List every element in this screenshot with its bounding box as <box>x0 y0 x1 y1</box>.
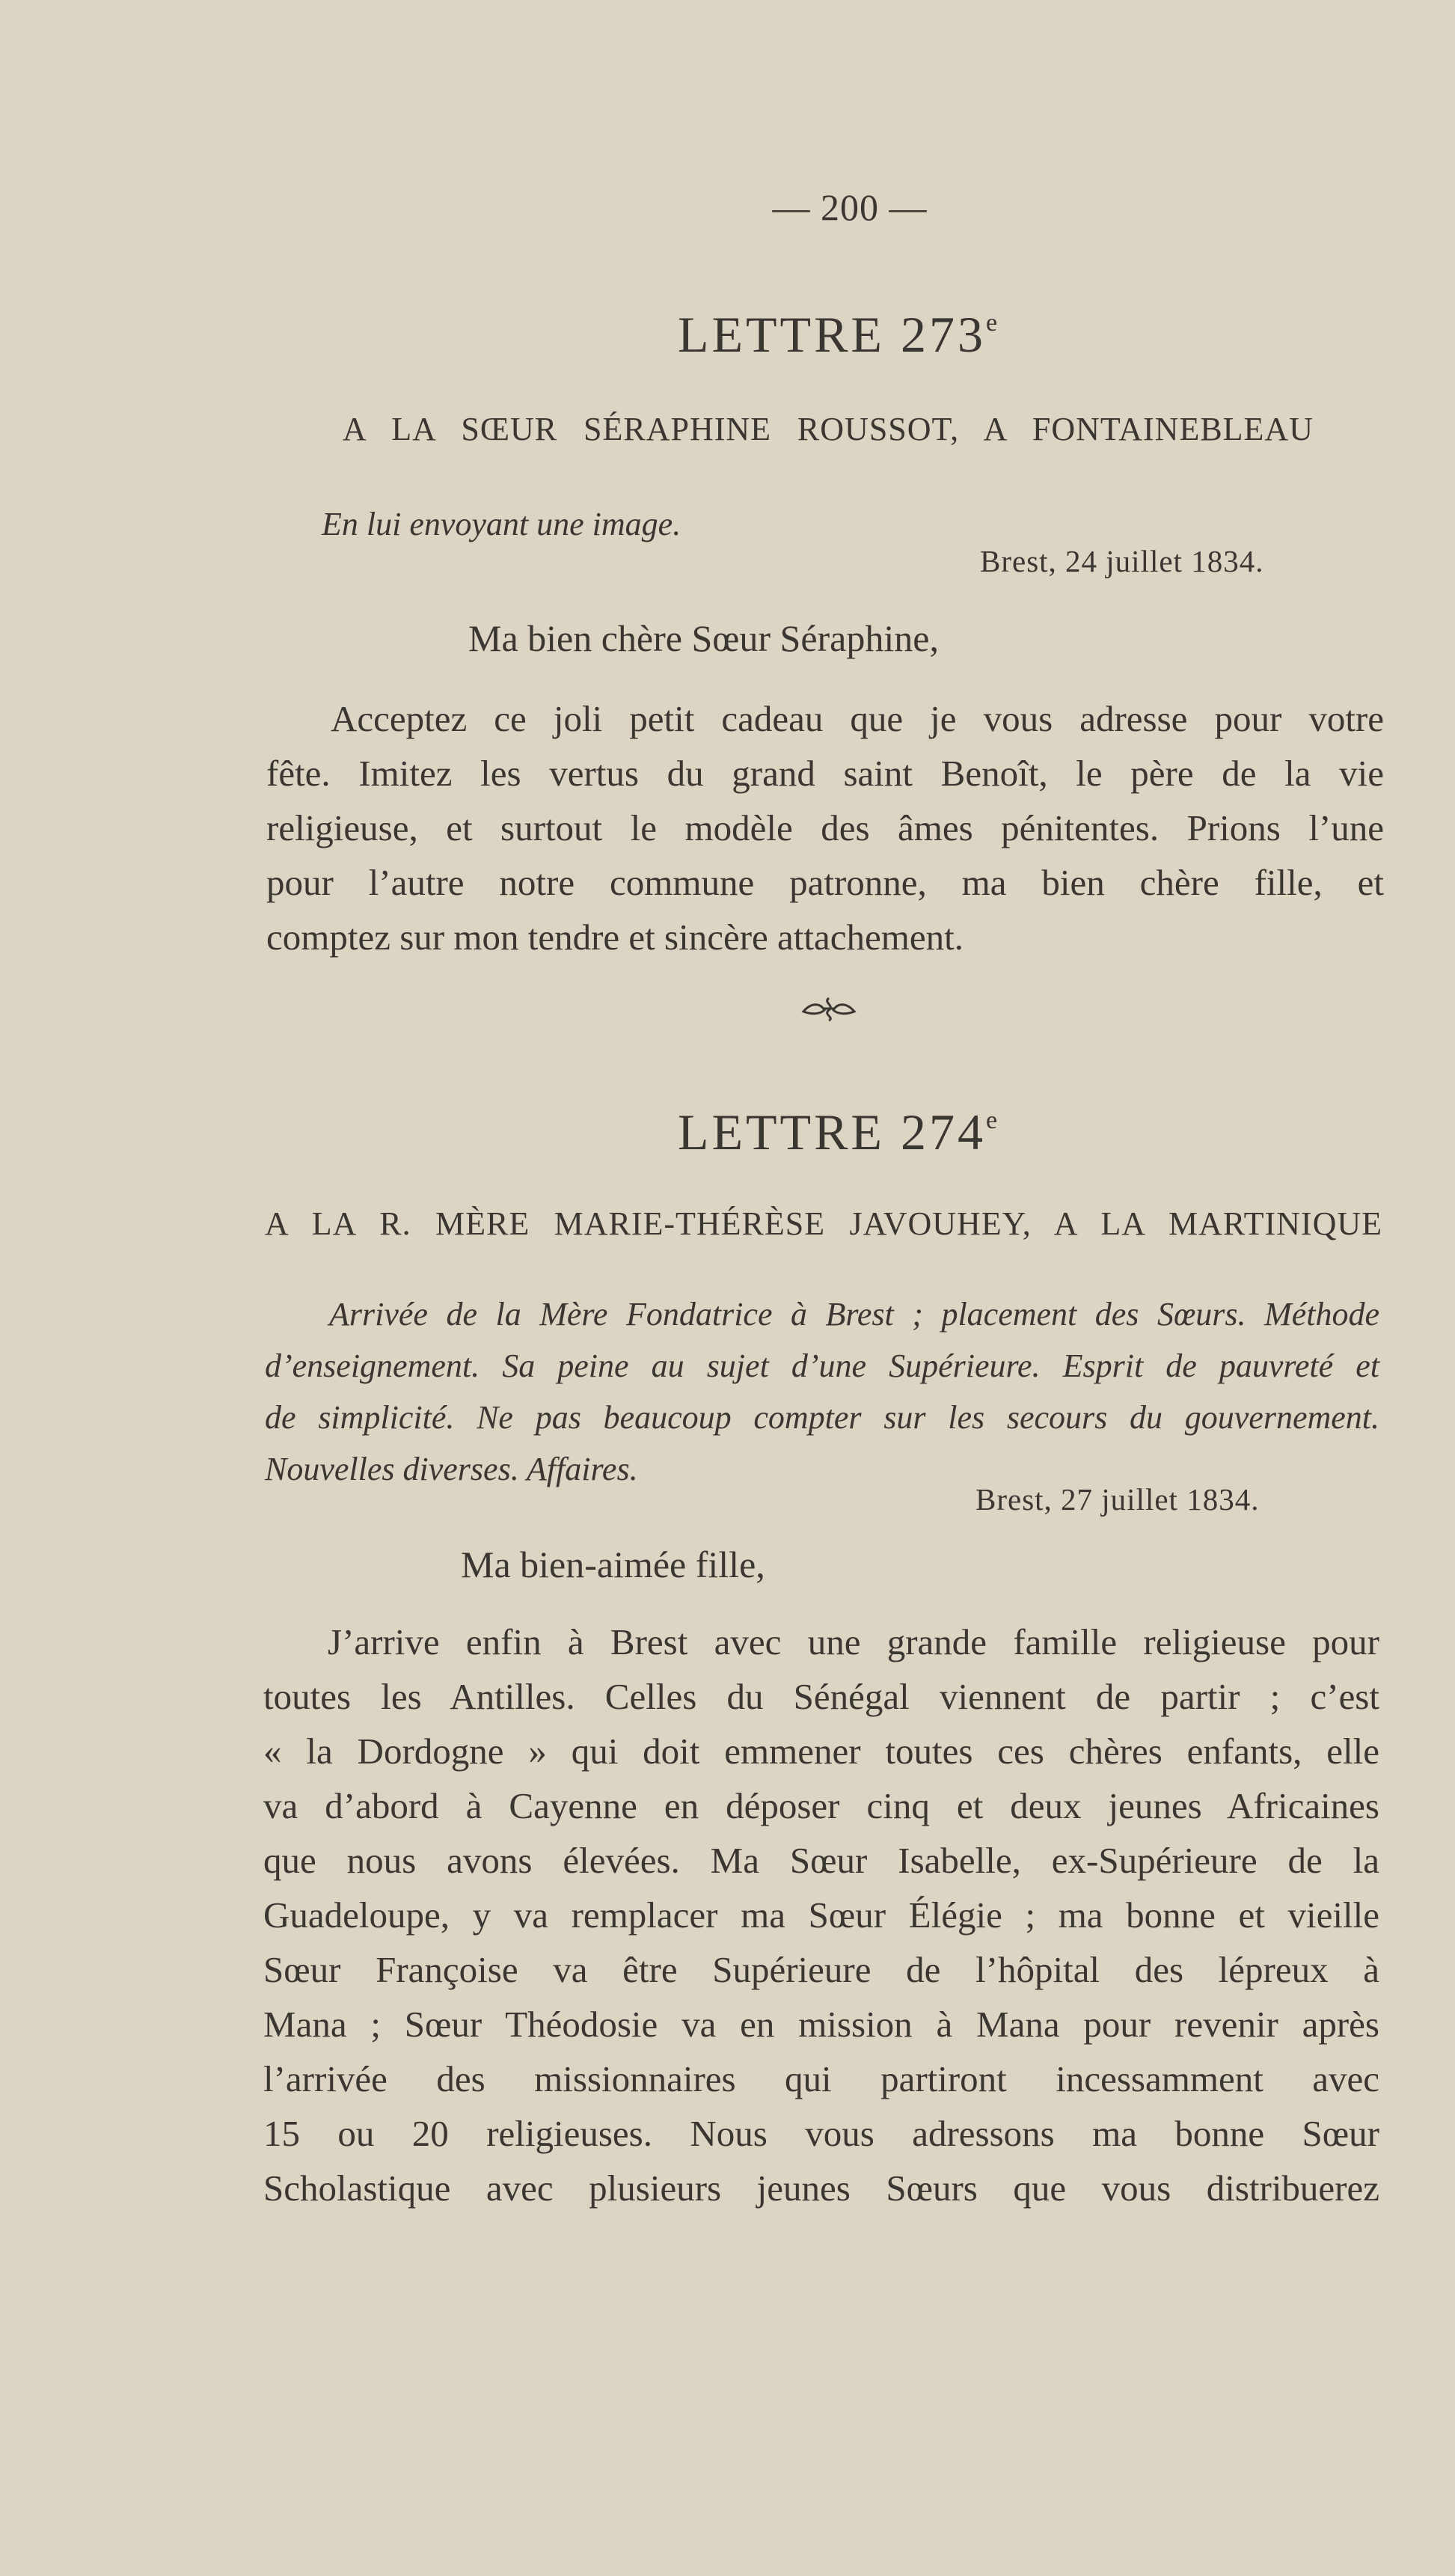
body-line: Acceptez ce joli petit cadeau que je vous adresse pour votre <box>331 698 1384 739</box>
body-line: Guadeloupe, y va remplacer ma Sœur Élégie ; ma bonne et vieille <box>263 1894 1379 1936</box>
summary-line: Arrivée de la Mère Fondatrice à Brest ; placement des Sœurs. Méthode <box>329 1296 1379 1333</box>
body-line: Mana ; Sœur Théodosie va en mission à Mana pour revenir après <box>263 2004 1379 2045</box>
summary-line: d’enseignement. Sa peine au sujet d’une Supérieure. Esprit de pauvreté et <box>265 1347 1379 1384</box>
salutation: Ma bien chère Sœur Séraphine, <box>468 617 939 659</box>
recipient-heading: A LA R. MÈRE MARIE-THÉRÈSE JAVOUHEY, A LA MARTINIQUE <box>265 1205 1382 1242</box>
letter-summary: En lui envoyant une image. <box>322 506 681 542</box>
body-line: Sœur Françoise va être Supérieure de l’hôpital des lépreux à <box>263 1949 1379 1990</box>
dateline: Brest, 27 juillet 1834. <box>975 1482 1260 1517</box>
salutation: Ma bien-aimée fille, <box>461 1544 765 1585</box>
body-line: l’arrivée des missionnaires qui partiront incessamment avec <box>263 2058 1379 2099</box>
body-line: religieuse, et surtout le modèle des âmes pénitentes. Prions l’une <box>266 807 1384 848</box>
body-line: toutes les Antilles. Celles du Sénégal viennent de partir ; c’est <box>263 1676 1379 1717</box>
body-line: 15 ou 20 religieuses. Nous vous adressons ma bonne Sœur <box>263 2113 1379 2154</box>
letter-title <box>0 1103 1455 1162</box>
fleuron-ornament-icon <box>800 995 857 1022</box>
letter-title <box>0 305 1455 364</box>
letter-title-superscript: e <box>985 1107 998 1134</box>
summary-line: Nouvelles diverses. Affaires. <box>265 1451 638 1487</box>
body-line: Scholastique avec plusieurs jeunes Sœurs que vous distribuerez <box>263 2167 1379 2209</box>
letter-summary <box>265 1288 1379 1495</box>
letter-title-superscript: e <box>985 309 998 337</box>
recipient-heading: A LA SŒUR SÉRAPHINE ROUSSOT, A FONTAINEBLEAU <box>343 411 1314 447</box>
letter-title-text: LETTRE 274 <box>677 1104 986 1160</box>
letter-body <box>263 1615 1379 2215</box>
body-line: « la Dordogne » qui doit emmener toutes ces chères enfants, elle <box>263 1731 1379 1772</box>
body-line: fête. Imitez les vertus du grand saint Benoît, le père de la vie <box>266 753 1384 794</box>
letter-title-text: LETTRE 273 <box>677 306 986 363</box>
body-line: J’arrive enfin à Brest avec une grande famille religieuse pour <box>328 1621 1379 1662</box>
body-line: va d’abord à Cayenne en déposer cinq et deux jeunes Africaines <box>263 1785 1379 1826</box>
body-line: comptez sur mon tendre et sincère attachement. <box>266 917 964 958</box>
summary-line: de simplicité. Ne pas beaucoup compter sur les secours du gouvernement. <box>265 1399 1379 1436</box>
dateline: Brest, 24 juillet 1834. <box>980 544 1264 578</box>
body-line: que nous avons élevées. Ma Sœur Isabelle, ex-Supérieure de la <box>263 1840 1379 1881</box>
body-line: pour l’autre notre commune patronne, ma bien chère fille, et <box>266 862 1384 903</box>
letter-body <box>266 691 1384 964</box>
page-number: — 200 — <box>772 186 928 228</box>
